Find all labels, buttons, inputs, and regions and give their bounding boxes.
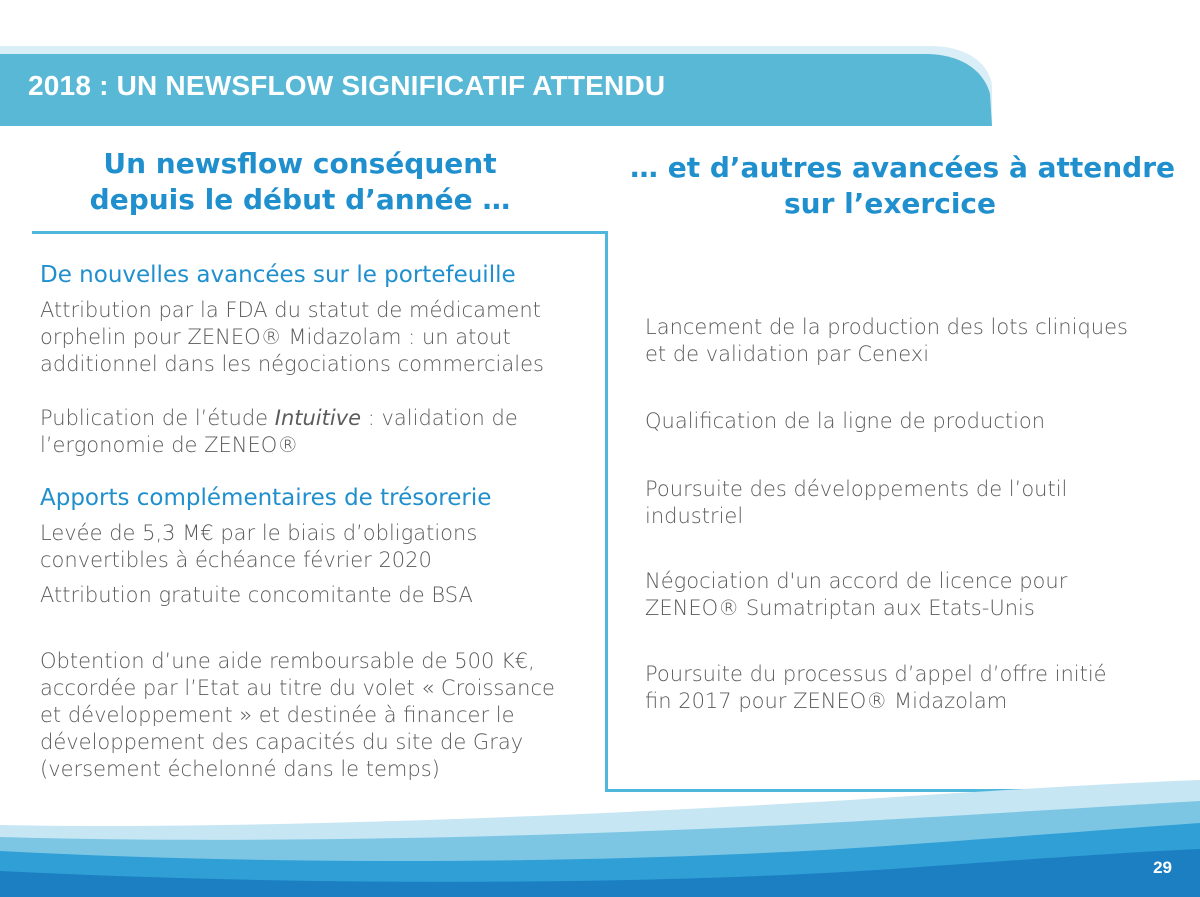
text-line: développement des capacités du site de Gray — [40, 730, 524, 754]
text-line: Attribution par la FDA du statut de médicament — [40, 298, 541, 322]
text-line: orphelin pour ZENEO® Midazolam : un atout — [40, 325, 511, 349]
page-number: 29 — [1153, 858, 1172, 877]
treasury-item-bonds — [40, 520, 477, 574]
text-line: l’ergonomie de ZENEO® — [40, 433, 299, 457]
study-name: Intuitive — [274, 406, 362, 430]
text-line: additionnel dans les négociations commerciales — [40, 352, 544, 376]
text-fragment: Publication de l’étude — [40, 406, 275, 430]
text-line: ZENEO® Sumatriptan aux Etats-Unis — [645, 596, 1035, 620]
right-heading-line-1: … et d’autres avancées à attendre — [630, 151, 1176, 184]
left-column-heading — [80, 146, 520, 218]
upcoming-item-clinical-lots — [645, 314, 1128, 368]
text-line: Attribution gratuite concomitante de BSA — [40, 583, 473, 607]
portfolio-item-fda — [40, 297, 544, 378]
text-line: Qualification de la ligne de production — [645, 409, 1046, 433]
section-heading-portfolio: De nouvelles avancées sur le portefeuille — [40, 262, 516, 288]
left-heading-line-1: Un newsflow conséquent — [103, 147, 497, 180]
right-heading-line-2: sur l’exercice — [783, 187, 997, 220]
text-line: Levée de 5,3 M€ par le biais d’obligations — [40, 521, 478, 545]
portfolio-item-intuitive — [40, 405, 518, 459]
text-line: et de validation par Cenexi — [645, 342, 930, 366]
upcoming-item-industrial-tool — [645, 476, 1067, 530]
footer-wave — [0, 775, 1200, 897]
text-line: Poursuite des développements de l’outil — [645, 477, 1068, 501]
right-column-heading — [630, 150, 1176, 222]
text-line: Obtention d’une aide remboursable de 500 K€, — [40, 649, 535, 673]
text-line: accordée par l’Etat au titre du volet « Croissance — [40, 676, 555, 700]
text-line: Poursuite du processus d’appel d’offre initié — [645, 662, 1107, 686]
upcoming-item-line-qualification — [645, 408, 1045, 435]
upcoming-item-license-sumatriptan — [645, 568, 1067, 622]
upcoming-item-tender-midazolam — [645, 661, 1107, 715]
left-heading-line-2: depuis le début d’année … — [89, 183, 511, 216]
text-line: et développement » et destinée à financer le — [40, 703, 515, 727]
treasury-item-aid — [40, 648, 555, 783]
text-line: convertibles à échéance février 2020 — [40, 548, 432, 572]
text-fragment: : validation de — [361, 406, 518, 430]
text-line: (versement échelonné dans le temps) — [40, 757, 440, 781]
text-line — [40, 405, 518, 432]
text-line: Négociation d'un accord de licence pour — [645, 569, 1068, 593]
text-line: fin 2017 pour ZENEO® Midazolam — [645, 689, 1008, 713]
treasury-item-bsa — [40, 582, 473, 609]
text-line: Lancement de la production des lots cliniques — [645, 315, 1128, 339]
left-top-divider — [32, 231, 608, 234]
text-line: industriel — [645, 504, 744, 528]
center-vertical-divider — [605, 231, 608, 792]
slide-title: 2018 : UN NEWSFLOW SIGNIFICATIF ATTENDU — [28, 70, 666, 101]
section-heading-treasury: Apports complémentaires de trésorerie — [40, 485, 492, 511]
